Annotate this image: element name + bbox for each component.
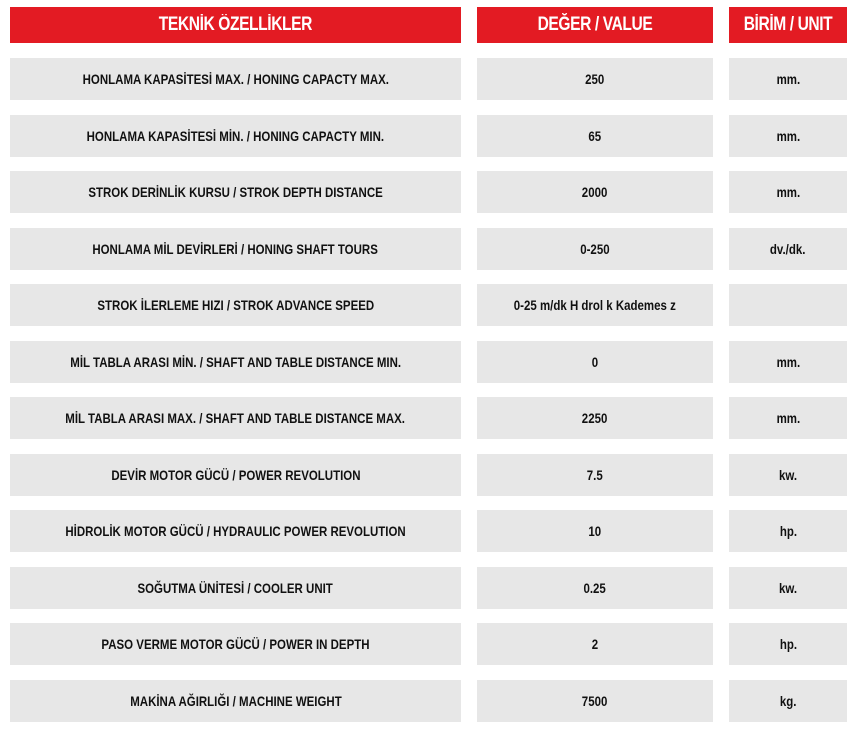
row-value: 10 (588, 523, 602, 539)
row-label: DEVİR MOTOR GÜCÜ / POWER REVOLUTION (110, 466, 361, 483)
row-label-cell (10, 397, 461, 439)
row-unit-cell (729, 454, 847, 496)
row-value-cell (477, 228, 713, 270)
row-value-cell (477, 115, 713, 157)
spec-table (10, 7, 847, 736)
row-label-cell (10, 454, 461, 496)
row-label-cell (10, 171, 461, 213)
row-value-cell (477, 623, 713, 665)
row-unit-cell (729, 341, 847, 383)
row-unit: mm. (776, 71, 800, 87)
row-value: 2250 (582, 410, 608, 426)
row-unit-cell (729, 171, 847, 213)
row-label-cell (10, 510, 461, 552)
row-label: MİL TABLA ARASI MAX. / SHAFT AND TABLE DISTANCE MAX. (65, 410, 406, 426)
row-value: 0-250 (580, 240, 610, 257)
row-label-cell (10, 228, 461, 270)
row-label-cell (10, 680, 461, 722)
row-unit-cell (729, 397, 847, 439)
row-value: 250 (585, 71, 605, 87)
row-value: 2 (591, 636, 599, 652)
row-label: HONLAMA KAPASİTESİ MİN. / HONING CAPACTY MIN. (86, 127, 385, 144)
row-unit-cell (729, 510, 847, 552)
row-unit: dv./dk. (770, 240, 806, 257)
row-unit: mm. (776, 127, 800, 144)
row-unit-cell (729, 58, 847, 100)
row-value-cell (477, 341, 713, 383)
row-label-cell (10, 623, 461, 665)
row-unit: kw. (778, 579, 798, 596)
row-value: 7.5 (587, 466, 603, 483)
row-value: 2000 (582, 184, 608, 200)
row-label: STROK İLERLEME HIZI / STROK ADVANCE SPEED (97, 297, 374, 313)
row-label: PASO VERME MOTOR GÜCÜ / POWER IN DEPTH (101, 636, 370, 652)
row-value: 65 (588, 127, 602, 144)
row-value-cell (477, 510, 713, 552)
row-label: SOĞUTMA ÜNİTESİ / COOLER UNIT (137, 579, 334, 596)
row-label: HONLAMA MİL DEVİRLERİ / HONING SHAFT TOURS (92, 240, 379, 257)
header-specs (10, 7, 461, 43)
row-value-cell (477, 397, 713, 439)
row-value: 0-25 m/dk H drol k Kademes z (513, 297, 677, 313)
row-value: 0 (591, 353, 599, 370)
row-label: HONLAMA KAPASİTESİ MAX. / HONING CAPACTY MAX. (82, 71, 389, 87)
row-label: STROK DERİNLİK KURSU / STROK DEPTH DISTANCE (88, 184, 383, 200)
row-label-cell (10, 284, 461, 326)
row-value: 7500 (582, 692, 608, 709)
row-label-cell (10, 567, 461, 609)
row-unit: mm. (776, 353, 800, 370)
row-label: MİL TABLA ARASI MİN. / SHAFT AND TABLE DISTANCE MIN. (70, 353, 401, 370)
row-unit: mm. (776, 184, 800, 200)
row-value-cell (477, 171, 713, 213)
row-unit: kw. (778, 466, 798, 483)
header-value (477, 7, 713, 43)
row-value-cell (477, 680, 713, 722)
row-unit: hp. (779, 523, 797, 539)
row-label: HİDROLİK MOTOR GÜCÜ / HYDRAULIC POWER REVOLUTION (65, 523, 406, 539)
row-label-cell (10, 115, 461, 157)
header-value-label: DEĞER / VALUE (537, 14, 653, 35)
row-value-cell (477, 567, 713, 609)
row-unit: mm. (776, 410, 800, 426)
row-value: 0.25 (583, 579, 607, 596)
row-unit-cell (729, 680, 847, 722)
row-label-cell (10, 58, 461, 100)
row-label: MAKİNA AĞIRLIĞI / MACHINE WEIGHT (129, 692, 342, 709)
row-unit: hp. (779, 636, 797, 652)
row-value-cell (477, 284, 713, 326)
row-unit-cell (729, 115, 847, 157)
header-unit-label: BİRİM / UNIT (743, 14, 833, 35)
row-label-cell (10, 341, 461, 383)
row-unit-cell (729, 284, 847, 326)
row-unit-cell (729, 228, 847, 270)
row-value-cell (477, 454, 713, 496)
row-unit-cell (729, 623, 847, 665)
row-value-cell (477, 58, 713, 100)
header-unit (729, 7, 847, 43)
header-specs-label: TEKNİK ÖZELLİKLER (158, 14, 313, 35)
row-unit-cell (729, 567, 847, 609)
row-unit: kg. (779, 692, 797, 709)
